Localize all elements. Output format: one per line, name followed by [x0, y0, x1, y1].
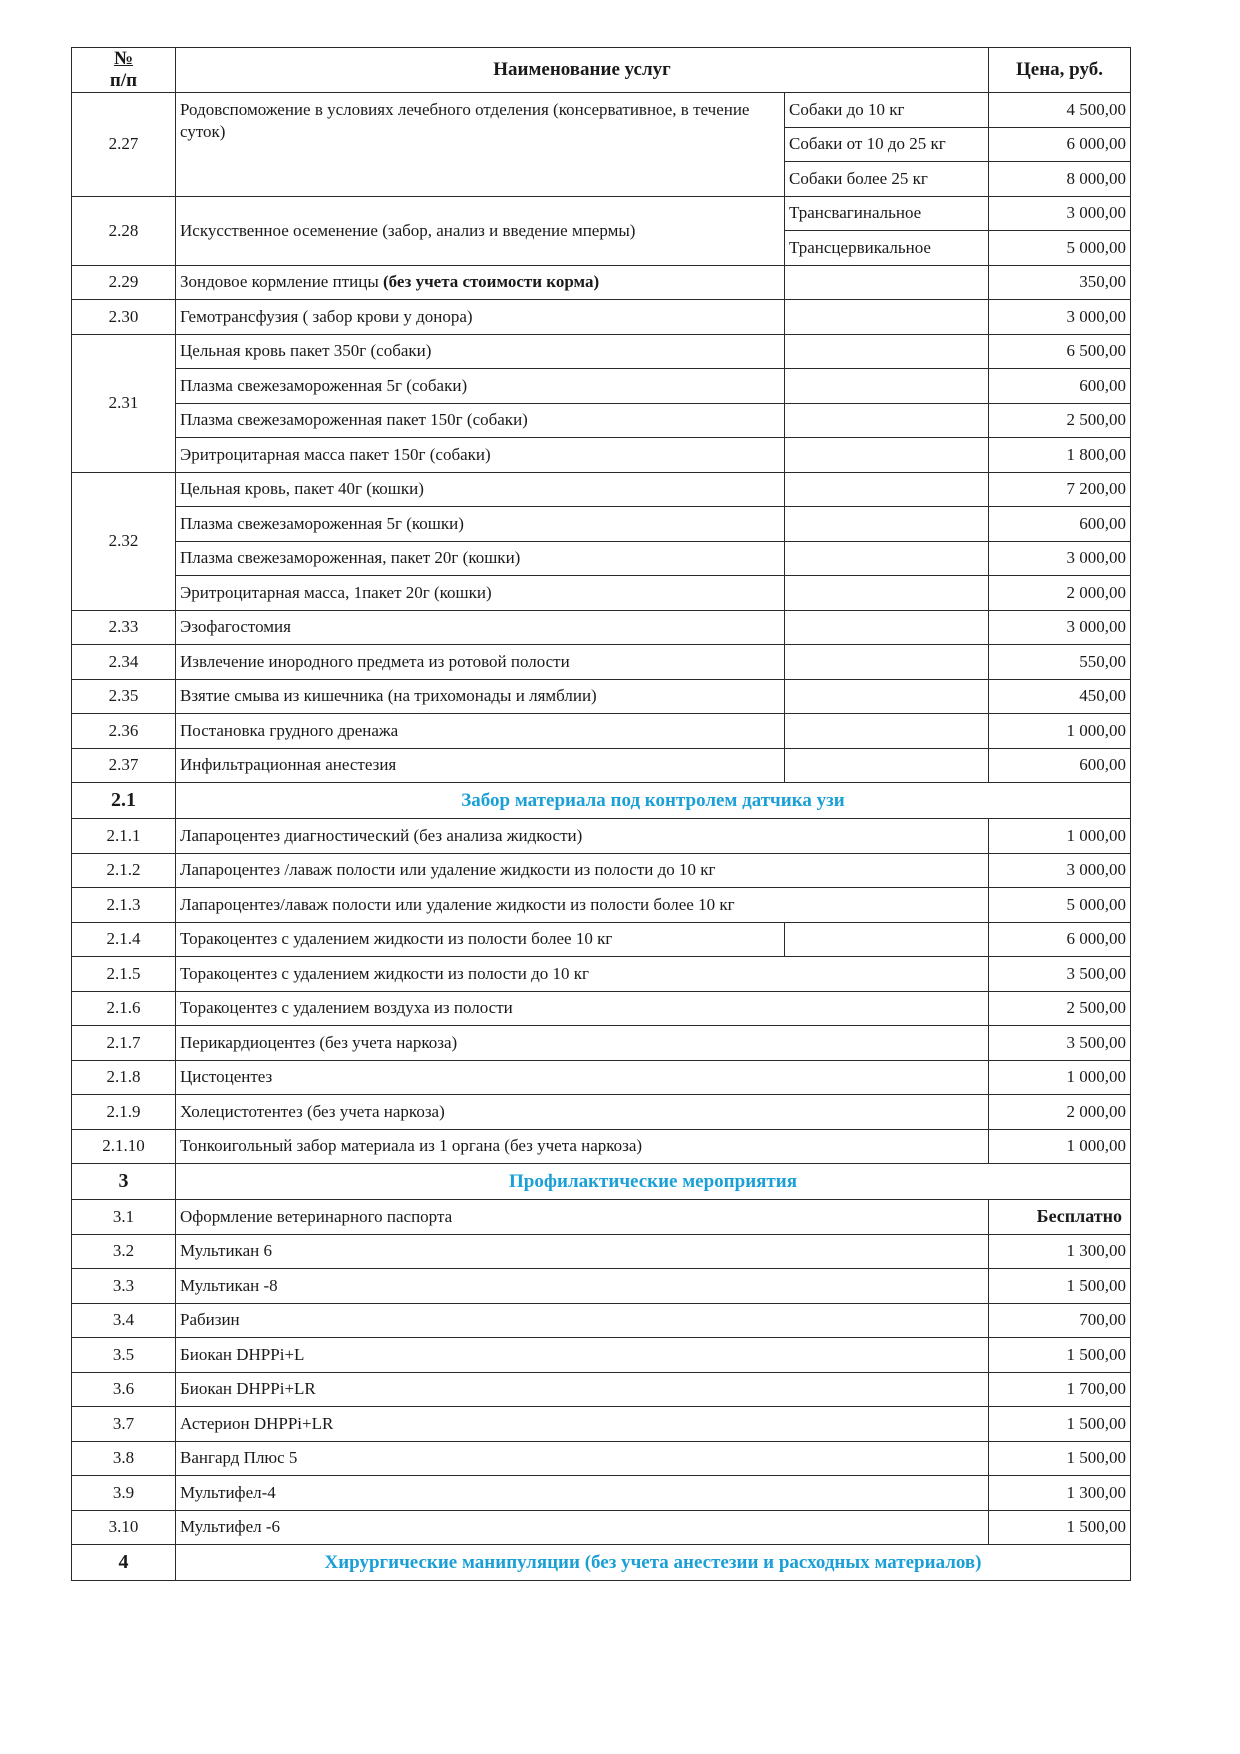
row-service-name: Гемотрансфузия ( забор крови у донора): [176, 300, 785, 335]
section-title: Забор материала под контролем датчика узи: [176, 783, 1131, 819]
row-price: 600,00: [989, 748, 1131, 783]
header-number-pp: п/п: [109, 70, 138, 91]
table-row: [72, 888, 1131, 923]
row-number: 2.1.6: [72, 991, 176, 1026]
row-price: 3 000,00: [989, 610, 1131, 645]
row-service-name: Эзофагостомия: [176, 610, 785, 645]
table-row: [72, 1234, 1131, 1269]
row-variant-empty: [785, 679, 989, 714]
row-price: 1 300,00: [989, 1476, 1131, 1511]
row-number: 2.32: [72, 472, 176, 610]
row-variant: Трансцервикальное: [785, 231, 989, 266]
table-row: [72, 1372, 1131, 1407]
row-service-name: [176, 265, 785, 300]
row-service-name: Извлечение инородного предмета из ротовой полости: [176, 645, 785, 680]
row-price: 6 000,00: [989, 922, 1131, 957]
row-price: 2 000,00: [989, 1095, 1131, 1130]
row-number: 2.1.7: [72, 1026, 176, 1061]
table-row: [72, 472, 1131, 507]
row-service-name: Рабизин: [176, 1303, 989, 1338]
section-header-row: [72, 1545, 1131, 1581]
table-row: [72, 403, 1131, 438]
row-service-name: Плазма свежезамороженная 5г (кошки): [176, 507, 785, 542]
row-price: 3 000,00: [989, 196, 1131, 231]
table-row: [72, 748, 1131, 783]
table-row: [72, 93, 1131, 128]
table-row: [72, 957, 1131, 992]
row-price: 7 200,00: [989, 472, 1131, 507]
row-service-name: Эритроцитарная масса, 1пакет 20г (кошки): [176, 576, 785, 611]
row-service-name: Постановка грудного дренажа: [176, 714, 785, 749]
section-header-row: [72, 1164, 1131, 1200]
row-price: 3 000,00: [989, 300, 1131, 335]
table-row: [72, 1060, 1131, 1095]
row-service-name: Тонкоигольный забор материала из 1 органа (без учета наркоза): [176, 1129, 989, 1164]
row-number: 3.8: [72, 1441, 176, 1476]
row-price: 3 500,00: [989, 1026, 1131, 1061]
table-row: [72, 1200, 1131, 1235]
table-row: [72, 853, 1131, 888]
row-price: 600,00: [989, 507, 1131, 542]
row-number: 2.1.4: [72, 922, 176, 957]
row-service-name: Холецистотентез (без учета наркоза): [176, 1095, 989, 1130]
row-number: 3.3: [72, 1269, 176, 1304]
table-row: [72, 1095, 1131, 1130]
row-price: 1 500,00: [989, 1338, 1131, 1373]
row-price: 1 000,00: [989, 1060, 1131, 1095]
row-variant-empty: [785, 541, 989, 576]
row-service-name: Торакоцентез с удалением воздуха из полости: [176, 991, 989, 1026]
table-row: [72, 991, 1131, 1026]
table-row: [72, 541, 1131, 576]
row-variant: Собаки до 10 кг: [785, 93, 989, 128]
row-service-name: Мультифел -6: [176, 1510, 989, 1545]
row-number: 2.34: [72, 645, 176, 680]
row-number: 2.1.10: [72, 1129, 176, 1164]
row-variant-empty: [785, 472, 989, 507]
row-variant-empty: [785, 748, 989, 783]
row-price: 1 500,00: [989, 1441, 1131, 1476]
row-variant-empty: [785, 369, 989, 404]
row-number: 3.10: [72, 1510, 176, 1545]
row-number: 2.35: [72, 679, 176, 714]
table-row: [72, 714, 1131, 749]
section-number: 4: [72, 1545, 176, 1581]
row-price: 2 500,00: [989, 991, 1131, 1026]
row-service-name: Оформление ветеринарного паспорта: [176, 1200, 989, 1235]
row-number: 3.6: [72, 1372, 176, 1407]
row-service-name-text: Зондовое кормление птицы: [180, 272, 383, 292]
row-service-name: Цельная кровь, пакет 40г (кошки): [176, 472, 785, 507]
table-row: [72, 196, 1131, 231]
row-service-name: Лапароцентез /лаваж полости или удаление жидкости из полости до 10 кг: [176, 853, 989, 888]
row-price: 2 500,00: [989, 403, 1131, 438]
row-service-name: Биокан DHPPi+LR: [176, 1372, 989, 1407]
table-row: [72, 1269, 1131, 1304]
row-variant: Собаки более 25 кг: [785, 162, 989, 197]
row-price: 8 000,00: [989, 162, 1131, 197]
row-price: 3 500,00: [989, 957, 1131, 992]
table-row: [72, 334, 1131, 369]
row-variant-empty: [785, 265, 989, 300]
row-price: 3 000,00: [989, 541, 1131, 576]
table-row: [72, 1476, 1131, 1511]
table-row: [72, 265, 1131, 300]
row-number: 3.7: [72, 1407, 176, 1442]
row-service-name: Мультифел-4: [176, 1476, 989, 1511]
row-number: 2.37: [72, 748, 176, 783]
table-row: [72, 1441, 1131, 1476]
table-row: [72, 369, 1131, 404]
row-number: 2.1.5: [72, 957, 176, 992]
row-price: 350,00: [989, 265, 1131, 300]
table-header-row: [72, 48, 1131, 93]
row-service-name: Инфильтрационная анестезия: [176, 748, 785, 783]
section-title: Хирургические манипуляции (без учета анестезии и расходных материалов): [176, 1545, 1131, 1581]
row-price: 6 500,00: [989, 334, 1131, 369]
row-service-name: Биокан DHPPi+L: [176, 1338, 989, 1373]
row-number: 3.4: [72, 1303, 176, 1338]
row-variant-empty: [785, 922, 989, 957]
row-variant-empty: [785, 714, 989, 749]
row-price: 1 500,00: [989, 1269, 1131, 1304]
table-row: [72, 819, 1131, 854]
row-service-name: Цистоцентез: [176, 1060, 989, 1095]
row-price: 4 500,00: [989, 93, 1131, 128]
row-service-name: Перикардиоцентез (без учета наркоза): [176, 1026, 989, 1061]
row-price: 600,00: [989, 369, 1131, 404]
row-variant-empty: [785, 300, 989, 335]
row-price: 550,00: [989, 645, 1131, 680]
row-price: 5 000,00: [989, 888, 1131, 923]
row-price: 1 500,00: [989, 1407, 1131, 1442]
header-price: Цена, руб.: [989, 48, 1131, 93]
row-number: 2.1.1: [72, 819, 176, 854]
row-service-name: Торакоцентез с удалением жидкости из полости более 10 кг: [176, 922, 785, 957]
section-title: Профилактические мероприятия: [176, 1164, 1131, 1200]
section-number: 2.1: [72, 783, 176, 819]
row-service-name: Родовспоможение в условиях лечебного отделения (консервативное, в течение суток): [176, 93, 785, 197]
row-price: 1 500,00: [989, 1510, 1131, 1545]
table-row: [72, 679, 1131, 714]
row-price: 1 800,00: [989, 438, 1131, 473]
row-service-name: Искусственное осеменение (забор, анализ и введение мпермы): [176, 196, 785, 265]
row-service-name: Лапароцентез диагностический (без анализа жидкости): [176, 819, 989, 854]
row-price: 1 000,00: [989, 1129, 1131, 1164]
table-row: [72, 1129, 1131, 1164]
row-service-name: Астерион DHPPi+LR: [176, 1407, 989, 1442]
row-number: 3.2: [72, 1234, 176, 1269]
row-price: 1 700,00: [989, 1372, 1131, 1407]
row-price: 2 000,00: [989, 576, 1131, 611]
row-service-name: Плазма свежезамороженная 5г (собаки): [176, 369, 785, 404]
row-number: 2.1.3: [72, 888, 176, 923]
row-variant-empty: [785, 576, 989, 611]
row-number: 2.36: [72, 714, 176, 749]
table-row: [72, 1510, 1131, 1545]
table-row: [72, 610, 1131, 645]
row-number: 3.1: [72, 1200, 176, 1235]
row-price-free: Бесплатно: [989, 1200, 1131, 1235]
row-number: 2.31: [72, 334, 176, 472]
row-number: 2.1.8: [72, 1060, 176, 1095]
row-number: 2.1.2: [72, 853, 176, 888]
header-number-sign: №: [113, 48, 134, 69]
row-service-name: Вангард Плюс 5: [176, 1441, 989, 1476]
row-number: 2.27: [72, 93, 176, 197]
row-price: 3 000,00: [989, 853, 1131, 888]
table-row: [72, 507, 1131, 542]
row-variant-empty: [785, 507, 989, 542]
table-row: [72, 1303, 1131, 1338]
table-row: [72, 645, 1131, 680]
header-service-name: Наименование услуг: [176, 48, 989, 93]
row-variant-empty: [785, 610, 989, 645]
row-service-name: Мультикан -8: [176, 1269, 989, 1304]
row-price: 1 300,00: [989, 1234, 1131, 1269]
row-price: 5 000,00: [989, 231, 1131, 266]
row-price: 1 000,00: [989, 819, 1131, 854]
price-list-table: [71, 47, 1131, 1581]
table-row: [72, 922, 1131, 957]
row-number: 2.29: [72, 265, 176, 300]
row-variant-empty: [785, 438, 989, 473]
row-variant: Собаки от 10 до 25 кг: [785, 127, 989, 162]
header-number: [72, 48, 176, 93]
row-service-name-note: (без учета стоимости корма): [383, 272, 600, 292]
row-number: 3.5: [72, 1338, 176, 1373]
row-service-name: Взятие смыва из кишечника (на трихомонады и лямблии): [176, 679, 785, 714]
row-number: 2.28: [72, 196, 176, 265]
row-service-name: Мультикан 6: [176, 1234, 989, 1269]
row-service-name: Цельная кровь пакет 350г (собаки): [176, 334, 785, 369]
row-number: 2.1.9: [72, 1095, 176, 1130]
row-service-name: Торакоцентез с удалением жидкости из полости до 10 кг: [176, 957, 989, 992]
row-variant-empty: [785, 334, 989, 369]
row-service-name: Плазма свежезамороженная, пакет 20г (кошки): [176, 541, 785, 576]
table-row: [72, 1407, 1131, 1442]
section-number: 3: [72, 1164, 176, 1200]
row-price: 700,00: [989, 1303, 1131, 1338]
section-header-row: [72, 783, 1131, 819]
row-price: 1 000,00: [989, 714, 1131, 749]
row-price: 450,00: [989, 679, 1131, 714]
table-row: [72, 1026, 1131, 1061]
row-service-name: Эритроцитарная масса пакет 150г (собаки): [176, 438, 785, 473]
row-price: 6 000,00: [989, 127, 1131, 162]
table-row: [72, 576, 1131, 611]
row-service-name: Плазма свежезамороженная пакет 150г (собаки): [176, 403, 785, 438]
row-variant-empty: [785, 403, 989, 438]
row-number: 3.9: [72, 1476, 176, 1511]
row-number: 2.33: [72, 610, 176, 645]
row-variant: Трансвагинальное: [785, 196, 989, 231]
table-row: [72, 438, 1131, 473]
row-number: 2.30: [72, 300, 176, 335]
row-variant-empty: [785, 645, 989, 680]
table-row: [72, 300, 1131, 335]
table-row: [72, 1338, 1131, 1373]
row-service-name: Лапароцентез/лаваж полости или удаление жидкости из полости более 10 кг: [176, 888, 989, 923]
